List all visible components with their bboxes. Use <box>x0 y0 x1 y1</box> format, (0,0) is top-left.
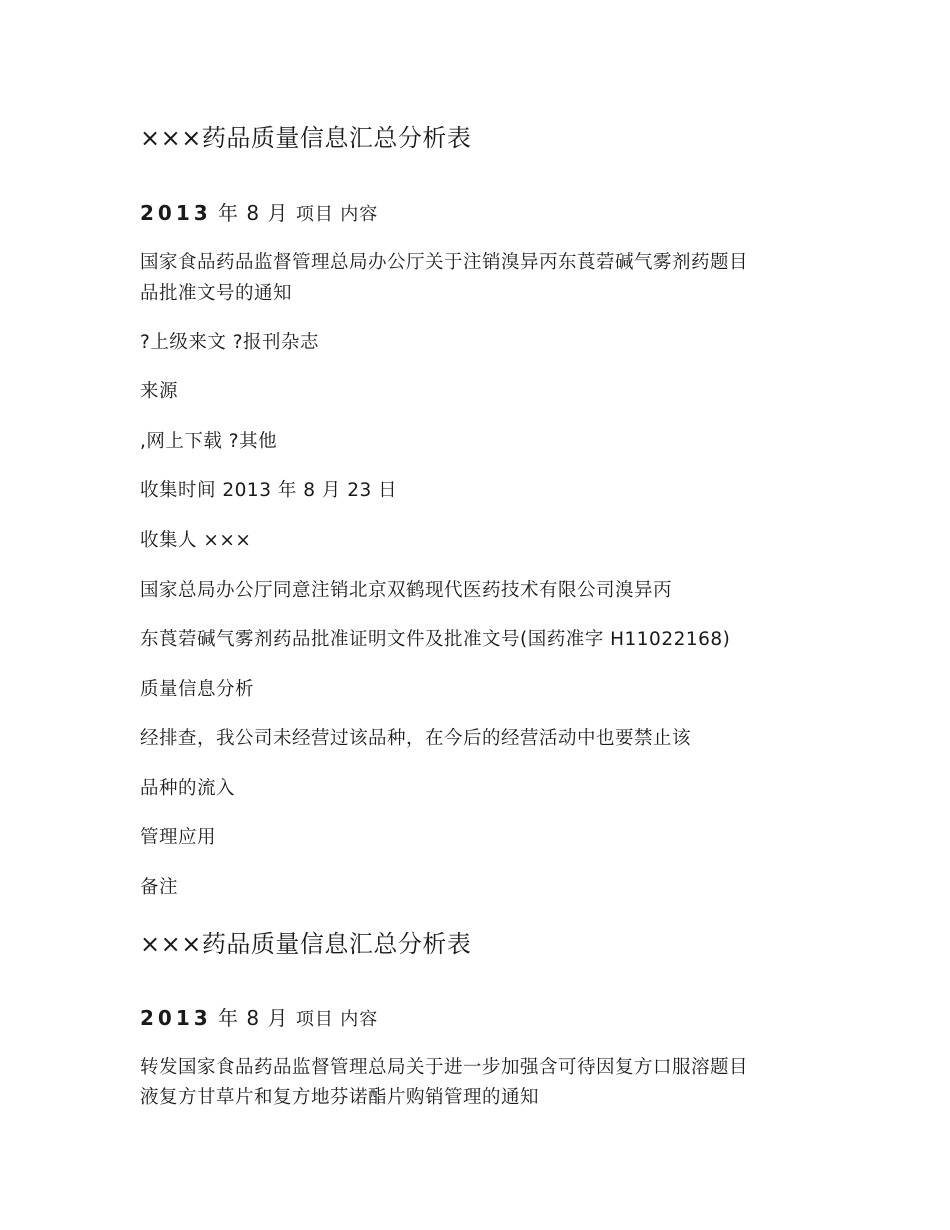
item-label: 项目 <box>295 1009 334 1030</box>
subject-line-2: 液复方甘草片和复方地芬诺酯片购销管理的通知 <box>140 1087 540 1108</box>
management-label: 管理应用 <box>140 827 217 848</box>
month-unit: 月 <box>267 1006 290 1030</box>
collector: 收集人 ××× <box>140 530 252 551</box>
analysis-line-1: 经排查，我公司未经营过该品种，在今后的经营活动中也要禁止该 <box>140 728 692 749</box>
table-title: ×××药品质量信息汇总分析表 <box>140 930 472 958</box>
analysis-label: 质量信息分析 <box>140 679 255 700</box>
item-label: 项目 <box>295 204 334 225</box>
date-row <box>140 197 378 226</box>
subject-line-1: 转发国家食品药品监督管理总局关于进一步加强含可待因复方口服溶题目 <box>140 1057 749 1078</box>
month: 8 <box>246 201 262 225</box>
year-unit: 年 <box>218 1006 241 1030</box>
collection-time: 收集时间 2013 年 8 月 23 日 <box>140 480 398 501</box>
month-unit: 月 <box>267 201 290 225</box>
content-line-1: 国家总局办公厅同意注销北京双鹤现代医药技术有限公司溴异丙 <box>140 580 673 601</box>
subject-line-1: 国家食品药品监督管理总局办公厅关于注销溴异丙东莨菪碱气雾剂药题目 <box>140 252 749 273</box>
year: 2013 <box>140 1006 212 1030</box>
year-unit: 年 <box>218 201 241 225</box>
content-line-2: 东莨菪碱气雾剂药品批准证明文件及批准文号(国药准字 H11022168) <box>140 629 731 650</box>
analysis-line-2: 品种的流入 <box>140 778 236 799</box>
month: 8 <box>246 1006 262 1030</box>
subject-line-2: 品批准文号的通知 <box>140 283 293 304</box>
date-row <box>140 1002 378 1031</box>
year: 2013 <box>140 201 212 225</box>
content-label: 内容 <box>340 204 379 225</box>
source-label: 来源 <box>140 381 179 402</box>
table-title: ×××药品质量信息汇总分析表 <box>140 124 472 152</box>
source-options-2: ,网上下载 ?其他 <box>140 431 278 452</box>
source-options-1: ?上级来文 ?报刊杂志 <box>140 332 320 353</box>
remarks-label: 备注 <box>140 877 179 898</box>
content-label: 内容 <box>340 1009 379 1030</box>
